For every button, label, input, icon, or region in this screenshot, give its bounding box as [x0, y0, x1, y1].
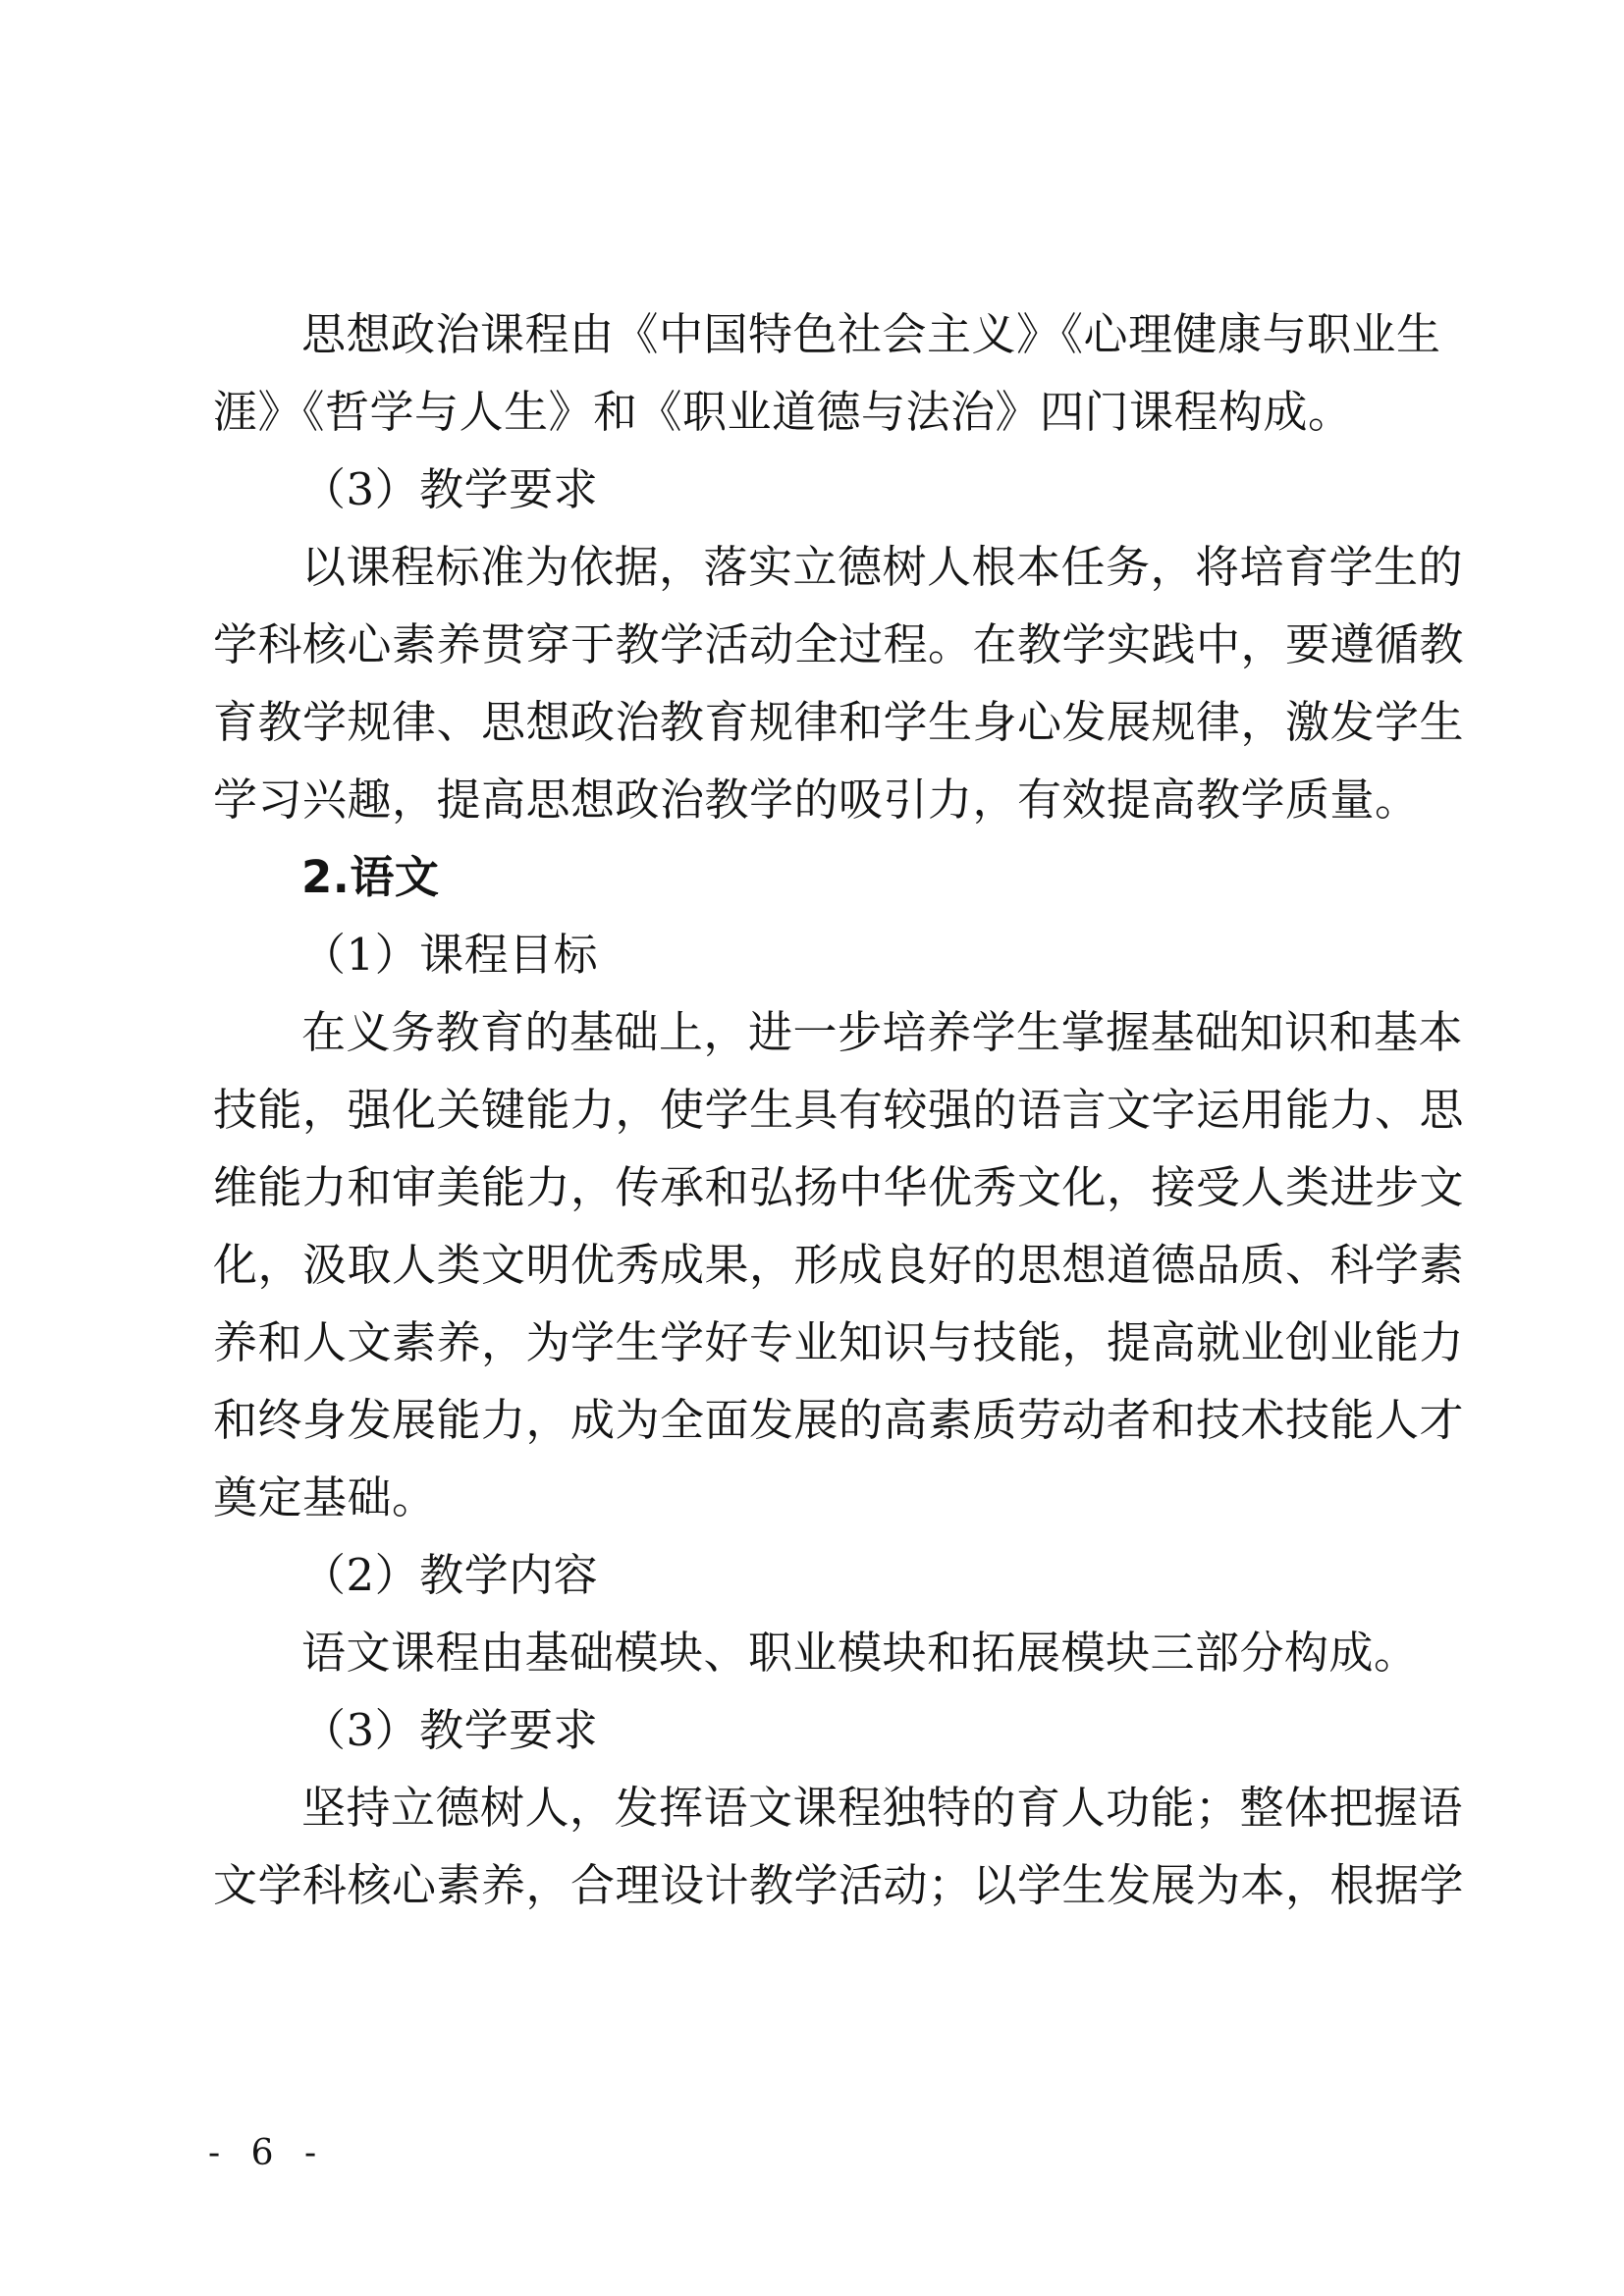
subheading-line: （1）课程目标: [301, 929, 599, 981]
paragraph-line: 涯》《哲学与人生》和《职业道德与法治》四门课程构成。: [213, 386, 1353, 438]
paragraph-line: 维能力和审美能力，传承和弘扬中华优秀文化，接受人类进步文: [213, 1161, 1465, 1213]
paragraph-line: 奠定基础。: [213, 1471, 437, 1523]
subheading-line: （2）教学内容: [301, 1549, 599, 1601]
paragraph-line: 以课程标准为依据，落实立德树人根本任务，将培育学生的: [301, 541, 1464, 593]
paragraph-line: 语文课程由基础模块、职业模块和拓展模块三部分构成。: [301, 1627, 1419, 1679]
paragraph-line: 技能，强化关键能力，使学生具有较强的语言文字运用能力、思: [213, 1084, 1465, 1136]
paragraph-line: 在义务教育的基础上，进一步培养学生掌握基础知识和基本: [301, 1006, 1464, 1058]
paragraph-line: 坚持立德树人，发挥语文课程独特的育人功能；整体把握语: [301, 1782, 1464, 1834]
paragraph-line: 养和人文素养，为学生学好专业知识与技能，提高就业创业能力: [213, 1316, 1465, 1368]
subheading-line: （3）教学要求: [301, 1704, 599, 1756]
document-text-block: [213, 295, 1465, 1924]
paragraph-line: 育教学规律、思想政治教育规律和学生身心发展规律，激发学生: [213, 696, 1465, 748]
paragraph-line: 学习兴趣，提高思想政治教学的吸引力，有效提高教学质量。: [213, 774, 1420, 826]
page-number: - 6 -: [208, 2133, 327, 2173]
paragraph-line: 学科核心素养贯穿于教学活动全过程。在教学实践中，要遵循教: [213, 618, 1465, 670]
paragraph-line: 文学科核心素养，合理设计教学活动；以学生发展为本，根据学: [213, 1859, 1465, 1911]
section-heading: 2.语文: [301, 851, 440, 903]
paragraph-line: 思想政治课程由《中国特色社会主义》《心理健康与职业生: [301, 308, 1441, 360]
subheading-line: （3）教学要求: [301, 463, 599, 515]
paragraph-line: 化，汲取人类文明优秀成果，形成良好的思想道德品质、科学素: [213, 1239, 1465, 1291]
paragraph-line: 和终身发展能力，成为全面发展的高素质劳动者和技术技能人才: [213, 1394, 1465, 1446]
